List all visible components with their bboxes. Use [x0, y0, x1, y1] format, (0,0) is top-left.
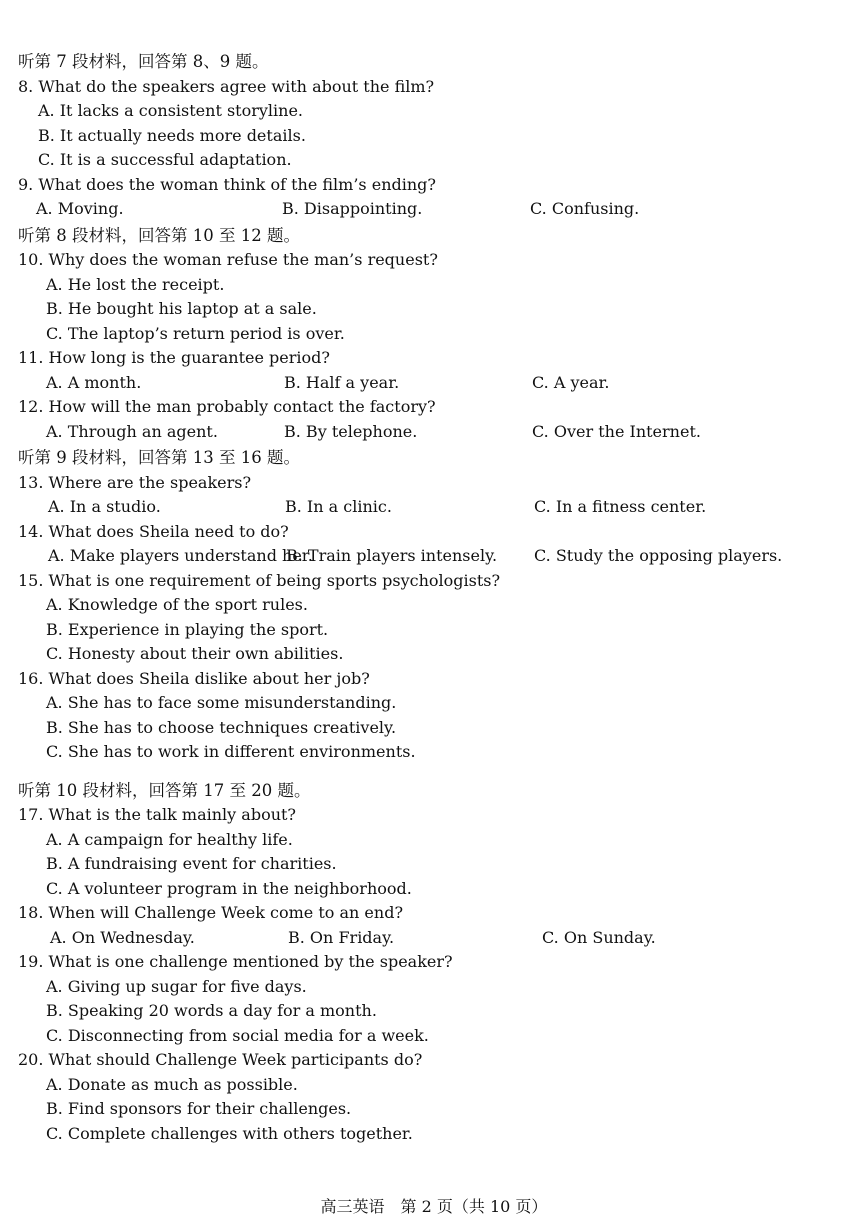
question-stem: 13. Where are the speakers? [18, 472, 252, 492]
answer-option-c: C. Study the opposing players. [534, 546, 783, 565]
answer-option-a: A. Moving. [36, 199, 124, 218]
section-4 [18, 779, 848, 1147]
answer-option-c: C. She has to work in different environments. [46, 742, 416, 761]
answer-option-a: A. She has to face some misunderstanding. [46, 693, 397, 712]
answer-option-c: C. Complete challenges with others together. [46, 1123, 413, 1143]
page-footer: 高三英语 第 2 页（共 10 页） [320, 1197, 548, 1216]
section-3 [18, 446, 848, 765]
answer-option-c: C. In a fitness center. [534, 497, 707, 516]
answer-option-c: C. Confusing. [530, 199, 640, 218]
listening-questions [18, 50, 848, 1146]
answer-option-a: A. Knowledge of the sport rules. [46, 595, 308, 614]
answer-option-a: A. A month. [46, 372, 142, 392]
section-heading: 听第 10 段材料，回答第 17 至 20 题。 [18, 780, 311, 800]
answer-option-a: A. Through an agent. [46, 421, 218, 441]
answer-option-a: A. A campaign for healthy life. [46, 829, 293, 849]
answer-option-b: B. She has to choose techniques creatively. [46, 717, 397, 737]
answer-option-b: B. Disappointing. [282, 199, 423, 218]
answer-option-c: C. Over the Internet. [532, 421, 701, 441]
answer-option-b: B. By telephone. [284, 421, 418, 441]
answer-options-row [18, 420, 848, 445]
answer-options-row [18, 197, 848, 222]
question-stem: 16. What does Sheila dislike about her job? [18, 668, 370, 688]
answer-option-a: A. Make players understand her. [48, 546, 313, 565]
answer-option-a: A. Donate as much as possible. [46, 1074, 298, 1094]
answer-options-row [18, 495, 848, 520]
answer-option-b: B. Experience in playing the sport. [46, 619, 329, 639]
answer-option-a: A. Giving up sugar for five days. [46, 976, 307, 996]
answer-option-b: B. In a clinic. [285, 497, 392, 516]
question-stem: 20. What should Challenge Week participants do? [18, 1050, 423, 1069]
answer-option-b: B. Speaking 20 words a day for a month. [46, 1001, 377, 1020]
section-heading: 听第 7 段材料，回答第 8、9 题。 [18, 52, 269, 71]
answer-option-b: B. He bought his laptop at a sale. [46, 299, 317, 318]
answer-option-b: B. Train players intensely. [286, 546, 498, 565]
question-stem: 12. How will the man probably contact the factory? [18, 397, 436, 416]
answer-option-c: C. Honesty about their own abilities. [46, 644, 344, 663]
answer-option-c: C. A year. [532, 372, 610, 392]
question-stem: 19. What is one challenge mentioned by the speaker? [18, 952, 453, 971]
answer-option-c: C. The laptop’s return period is over. [46, 323, 345, 343]
answer-option-c: C. On Sunday. [542, 927, 656, 947]
section-heading: 听第 8 段材料，回答第 10 至 12 题。 [18, 225, 300, 245]
question-stem: 15. What is one requirement of being sports psychologists? [18, 570, 501, 590]
answer-option-c: C. It is a successful adaptation. [38, 150, 292, 169]
answer-option-b: B. Find sponsors for their challenges. [46, 1099, 352, 1118]
answer-option-c: C. A volunteer program in the neighborhood. [46, 878, 412, 898]
question-stem: 18. When will Challenge Week come to an end? [18, 903, 404, 922]
answer-options-row [18, 371, 848, 396]
question-stem: 11. How long is the guarantee period? [18, 348, 330, 367]
answer-option-b: B. Half a year. [284, 372, 400, 392]
answer-option-a: A. On Wednesday. [50, 927, 195, 947]
answer-option-a: A. It lacks a consistent storyline. [38, 101, 304, 120]
question-stem: 14. What does Sheila need to do? [18, 521, 289, 541]
answer-option-c: C. Disconnecting from social media for a week. [46, 1025, 429, 1045]
answer-option-b: B. On Friday. [288, 927, 395, 947]
answer-option-a: A. In a studio. [48, 497, 161, 516]
answer-option-a: A. He lost the receipt. [46, 274, 225, 294]
question-stem: 9. What does the woman think of the film’s ending? [18, 174, 436, 194]
section-1 [18, 50, 848, 222]
question-stem: 10. Why does the woman refuse the man’s request? [18, 250, 438, 269]
section-heading: 听第 9 段材料，回答第 13 至 16 题。 [18, 448, 300, 467]
answer-option-b: B. It actually needs more details. [38, 125, 306, 145]
section-2 [18, 224, 848, 445]
question-stem: 8. What do the speakers agree with about the film? [18, 76, 435, 96]
answer-options-row [18, 926, 848, 951]
question-stem: 17. What is the talk mainly about? [18, 805, 297, 824]
answer-option-b: B. A fundraising event for charities. [46, 854, 337, 873]
answer-options-row [18, 544, 848, 569]
